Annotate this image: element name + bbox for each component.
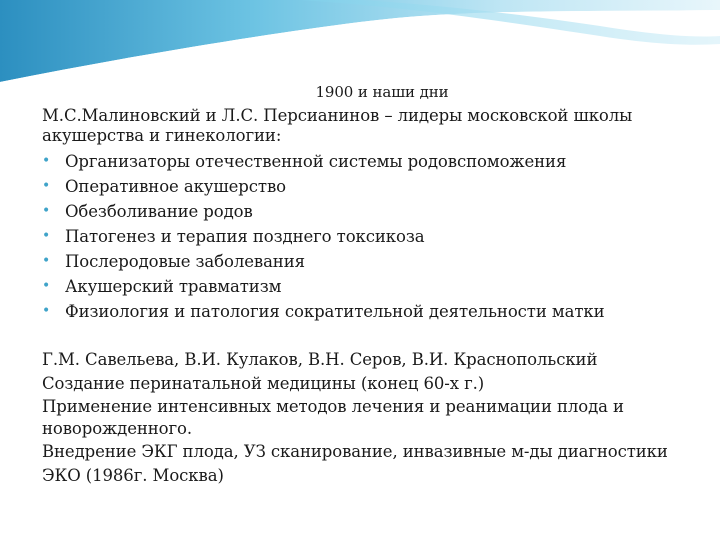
bullet-icon: • [42,303,51,319]
perinatal-line: Создание перинатальной медицины (конец 60-х г.) [42,374,485,393]
intro-text: М.С.Малиновский и Л.С. Персианинов – лидеры московской школы акушерства и гинекологии: [42,106,633,145]
header-wave-decoration [0,0,720,90]
bullet-icon: • [42,228,51,244]
diagnostics-line: Внедрение ЭКГ плода, УЗ сканирование, инвазивные м-ды диагностики [42,442,668,461]
bullet-item [42,149,682,174]
bullet-icon: • [42,153,51,169]
bullet-text: Патогенез и терапия позднего токсикоза [65,227,425,246]
bullet-item [42,174,682,199]
eco-line: ЭКО (1986г. Москва) [42,466,224,485]
bullet-text: Обезболивание родов [65,202,253,221]
bullet-text: Послеродовые заболевания [65,252,305,271]
section-spacer [42,324,682,348]
bullet-icon: • [42,203,51,219]
authors-line: Г.М. Савельева, В.И. Кулаков, В.Н. Серов, В.И. Краснопольский [42,350,598,369]
bullet-icon: • [42,178,51,194]
bullet-item [42,249,682,274]
bullet-text: Организаторы отечественной системы родовспоможения [65,152,567,171]
slide-content [42,80,682,488]
bullet-text: Акушерский травматизм [65,277,282,296]
bullet-item [42,199,682,224]
bullet-item [42,224,682,249]
intensive-methods-line: Применение интенсивных методов лечения и реанимации плода и новорожденного. [42,397,624,438]
bullet-text: Оперативное акушерство [65,177,286,196]
bullet-icon: • [42,278,51,294]
bullet-list [42,149,682,324]
bullet-icon: • [42,253,51,269]
slide-title: 1900 и наши дни [315,83,449,101]
bullet-text: Физиология и патология сократительной деятельности матки [65,302,605,321]
bullet-item [42,299,682,324]
bullet-item [42,274,682,299]
